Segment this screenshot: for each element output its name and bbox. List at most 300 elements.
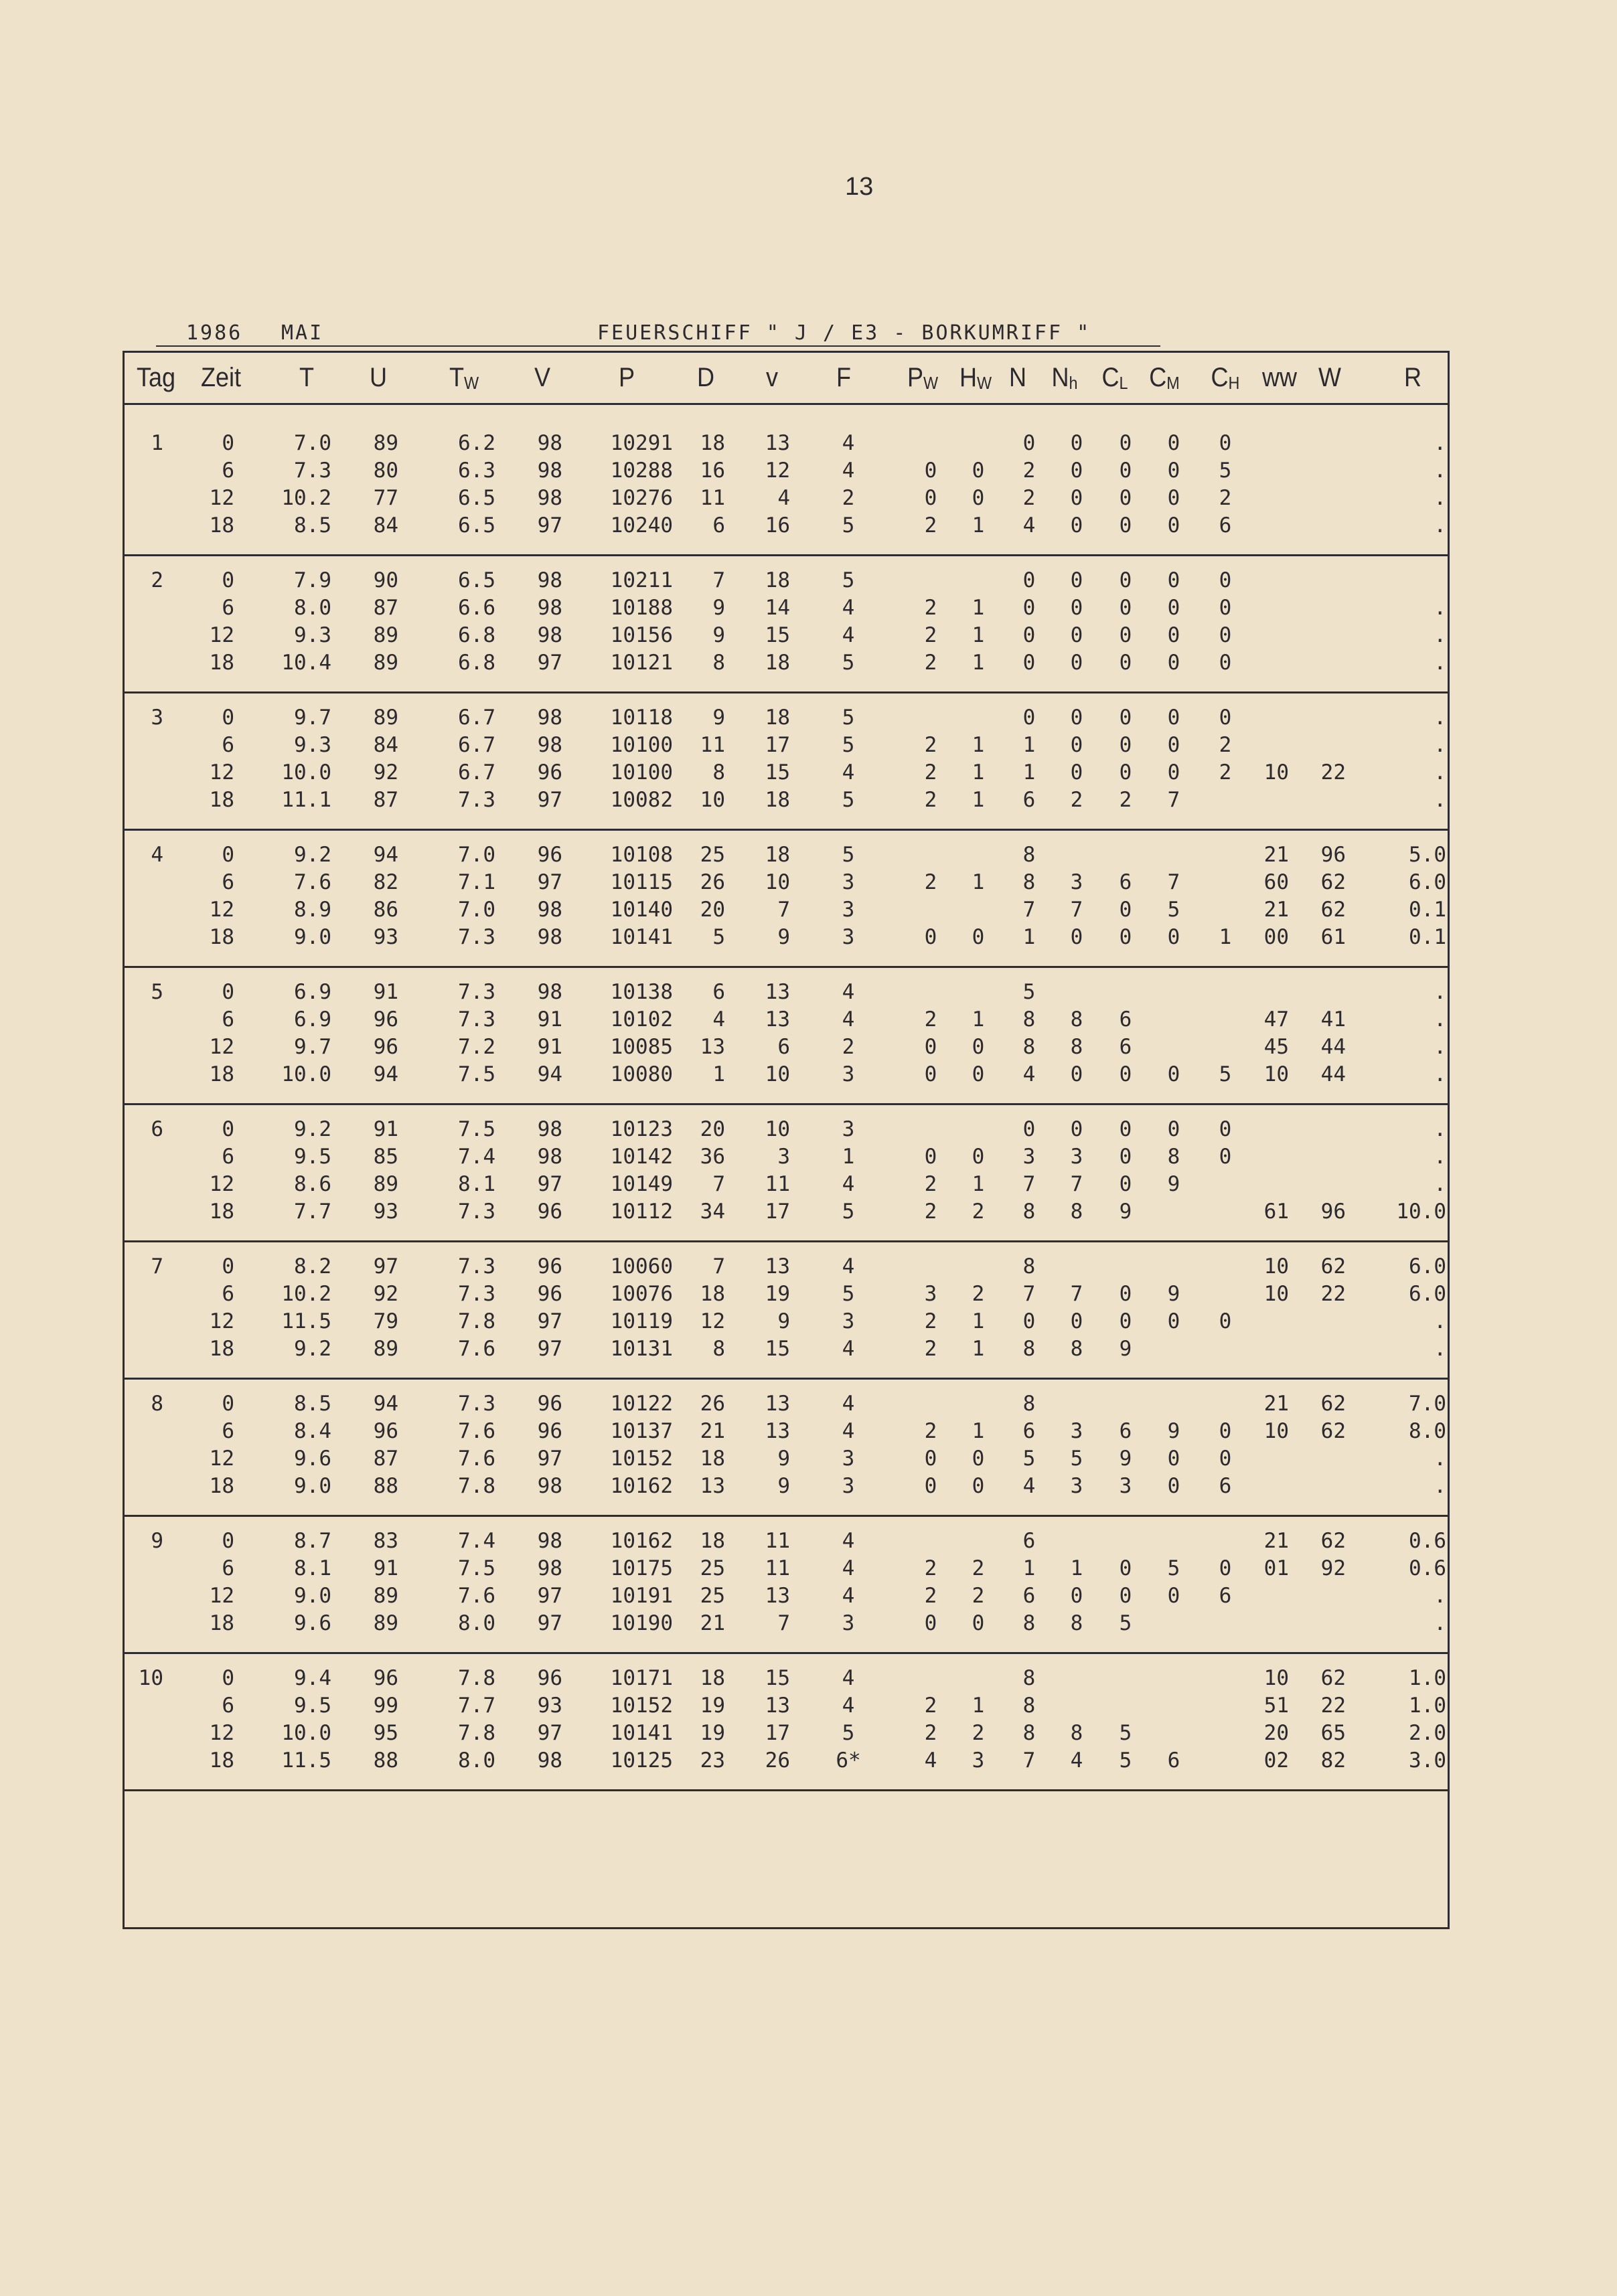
table-cell: 82: [1320, 1748, 1346, 1773]
table-cell: 8: [1070, 1035, 1083, 1059]
table-cell: 94: [373, 1392, 398, 1416]
table-cell: 18: [765, 706, 790, 730]
table-cell: 0: [1167, 1309, 1180, 1333]
table-cell: 61: [1263, 1200, 1289, 1224]
table-cell: 26: [700, 870, 725, 894]
table-cell: 0: [222, 431, 234, 455]
table-cell: 10: [1263, 1254, 1289, 1279]
table-cell: 2: [972, 1282, 985, 1306]
table-cell: 10288: [610, 459, 673, 483]
table-cell: 0: [1167, 1584, 1180, 1608]
table-cell: 6: [1167, 1748, 1180, 1773]
table-cell: 1: [972, 870, 985, 894]
table-cell: 26: [765, 1748, 790, 1773]
table-cell: 3: [1119, 1474, 1132, 1498]
table-cell: 87: [373, 1447, 398, 1471]
table-cell: 6: [1219, 1584, 1232, 1608]
table-cell: 0: [1119, 486, 1132, 510]
column-header-label: T: [299, 363, 314, 392]
table-cell: 97: [537, 1447, 562, 1471]
table-cell: 0: [1119, 1309, 1132, 1333]
table-cell: 6.9: [294, 1007, 331, 1032]
table-cell: 12: [765, 459, 790, 483]
table-cell: 9.3: [294, 733, 331, 757]
table-cell: 45: [1263, 1035, 1289, 1059]
table-cell: 9.0: [294, 1474, 331, 1498]
table-cell: 0: [1022, 568, 1036, 592]
table-cell: 44: [1320, 1062, 1346, 1086]
table-cell: 3: [842, 1474, 855, 1498]
table-cell: 0: [1219, 1419, 1232, 1443]
table-cell: .: [1434, 1447, 1446, 1471]
header-month: MAI: [281, 321, 324, 345]
column-header-f: [807, 357, 880, 398]
table-cell: 11: [765, 1529, 790, 1553]
column-header-tw: [428, 357, 500, 398]
column-header-label: P: [907, 363, 923, 392]
table-cell: 18: [209, 1474, 234, 1498]
table-cell: .: [1434, 651, 1446, 675]
table-cell: 7.3: [458, 1007, 495, 1032]
table-cell: 0: [222, 568, 234, 592]
table-cell: 5: [1119, 1721, 1132, 1745]
table-cell: 7.4: [458, 1145, 495, 1169]
table-cell: 12: [209, 1721, 234, 1745]
table-cell: 10175: [610, 1556, 673, 1580]
table-cell: 0: [1070, 1117, 1083, 1141]
table-cell: 7.5: [458, 1556, 495, 1580]
day-divider: [123, 1789, 1450, 1791]
table-cell: 13: [765, 1007, 790, 1032]
table-cell: 8.0: [458, 1611, 495, 1635]
table-cell: .: [1434, 1584, 1446, 1608]
table-cell: 1: [1070, 1556, 1083, 1580]
table-cell: 0: [924, 925, 937, 949]
table-cell: 0: [1167, 925, 1180, 949]
table-cell: 0: [972, 1611, 985, 1635]
table-cell: 0: [924, 1611, 937, 1635]
table-cell: 2: [972, 1556, 985, 1580]
column-header-label: D: [696, 363, 714, 392]
table-cell: 4: [712, 1007, 725, 1032]
table-cell: 10188: [610, 596, 673, 620]
table-cell: 8: [1022, 1666, 1036, 1690]
day-divider: [123, 829, 1450, 831]
table-cell: 5: [842, 706, 855, 730]
table-cell: 13: [765, 1584, 790, 1608]
column-header-vv: [736, 357, 808, 398]
table-cell: 2: [924, 1200, 937, 1224]
table-cell: 10123: [610, 1117, 673, 1141]
table-cell: 0: [222, 843, 234, 867]
table-cell: 94: [537, 1062, 562, 1086]
table-cell: 10100: [610, 733, 673, 757]
table-cell: 4: [842, 1584, 855, 1608]
table-cell: 6.0: [1409, 1254, 1446, 1279]
table-cell: 0: [1119, 925, 1132, 949]
table-cell: 6: [222, 596, 234, 620]
table-cell: 0: [1119, 1556, 1132, 1580]
table-cell: 0.1: [1409, 925, 1446, 949]
table-cell: 6.7: [458, 760, 495, 785]
table-cell: 0: [972, 486, 985, 510]
table-cell: 7.9: [294, 568, 331, 592]
table-cell: 1: [712, 1062, 725, 1086]
table-cell: .: [1434, 431, 1446, 455]
table-cell: 8.0: [1409, 1419, 1446, 1443]
table-cell: 96: [1320, 1200, 1346, 1224]
table-cell: 6: [222, 1694, 234, 1718]
table-cell: 4: [842, 1392, 855, 1416]
table-cell: 6: [1219, 513, 1232, 538]
table-cell: 1: [1022, 925, 1036, 949]
table-cell: 0: [222, 1666, 234, 1690]
table-cell: 4: [842, 1254, 855, 1279]
table-cell: .: [1434, 980, 1446, 1004]
table-cell: 92: [373, 760, 398, 785]
table-cell: 6.0: [1409, 1282, 1446, 1306]
table-cell: 0: [1070, 568, 1083, 592]
table-cell: 0: [1167, 760, 1180, 785]
table-cell: 2: [924, 870, 937, 894]
table-cell: 7: [1070, 1282, 1083, 1306]
table-cell: 1: [972, 1007, 985, 1032]
table-cell: 10141: [610, 925, 673, 949]
day-tag: 7: [151, 1254, 163, 1279]
table-cell: 8.0: [458, 1748, 495, 1773]
table-cell: 2: [924, 733, 937, 757]
table-cell: 12: [209, 1584, 234, 1608]
table-cell: 1: [1022, 760, 1036, 785]
table-cell: 7.2: [458, 1035, 495, 1059]
table-cell: 44: [1320, 1035, 1346, 1059]
table-cell: 9: [1167, 1282, 1180, 1306]
table-cell: 0: [222, 1254, 234, 1279]
column-header-label: R: [1403, 363, 1421, 392]
table-cell: 0: [1022, 623, 1036, 647]
table-cell: 6: [222, 1145, 234, 1169]
table-cell: 13: [700, 1474, 725, 1498]
table-cell: 8: [1070, 1337, 1083, 1361]
table-cell: 8: [1022, 1392, 1036, 1416]
table-cell: 9.7: [294, 1035, 331, 1059]
table-cell: 2: [924, 1556, 937, 1580]
table-cell: 9.0: [294, 925, 331, 949]
table-cell: 4: [842, 1666, 855, 1690]
table-cell: 7: [1022, 1172, 1036, 1196]
table-cell: 0: [924, 1474, 937, 1498]
table-cell: 6: [222, 1419, 234, 1443]
table-cell: 62: [1320, 1666, 1346, 1690]
table-cell: 25: [700, 1584, 725, 1608]
table-cell: 3: [972, 1748, 985, 1773]
table-cell: 18: [209, 1062, 234, 1086]
table-cell: 0: [972, 1447, 985, 1471]
table-cell: 94: [373, 1062, 398, 1086]
table-cell: 11: [765, 1556, 790, 1580]
table-cell: 0: [1167, 651, 1180, 675]
table-cell: 11.5: [281, 1309, 331, 1333]
table-cell: 6.5: [458, 513, 495, 538]
table-cell: 0: [1070, 760, 1083, 785]
column-header-label: C: [1101, 363, 1120, 392]
table-cell: 5: [842, 733, 855, 757]
table-cell: 97: [537, 1721, 562, 1745]
table-cell: 9: [1167, 1172, 1180, 1196]
table-cell: 99: [373, 1694, 398, 1718]
header-underline: [156, 345, 1160, 347]
table-cell: 11.1: [281, 788, 331, 812]
table-cell: 0: [1070, 1309, 1083, 1333]
column-header-r: [1377, 357, 1449, 398]
table-cell: 4: [1022, 1474, 1036, 1498]
table-cell: 8: [1022, 1721, 1036, 1745]
table-cell: 6.6: [458, 596, 495, 620]
table-cell: 8: [1022, 1611, 1036, 1635]
table-cell: 41: [1320, 1007, 1346, 1032]
table-cell: 0.6: [1409, 1529, 1446, 1553]
table-cell: 8.1: [458, 1172, 495, 1196]
table-cell: 5: [842, 1282, 855, 1306]
table-cell: 0: [1070, 596, 1083, 620]
table-cell: 3: [842, 898, 855, 922]
table-cell: 88: [373, 1748, 398, 1773]
column-header-label: v: [766, 363, 778, 392]
table-cell: 0: [1119, 568, 1132, 592]
table-cell: 9.4: [294, 1666, 331, 1690]
table-cell: 93: [373, 925, 398, 949]
table-cell: 10: [1263, 1666, 1289, 1690]
table-cell: 91: [537, 1007, 562, 1032]
table-cell: .: [1434, 1117, 1446, 1141]
table-cell: 18: [765, 651, 790, 675]
table-cell: 21: [1263, 1392, 1289, 1416]
table-cell: 18: [209, 1337, 234, 1361]
table-cell: .: [1434, 623, 1446, 647]
table-cell: .: [1434, 1337, 1446, 1361]
table-cell: 7.6: [458, 1584, 495, 1608]
table-cell: 62: [1320, 1419, 1346, 1443]
column-header-subscript: L: [1119, 373, 1128, 393]
table-cell: 10100: [610, 760, 673, 785]
table-cell: 2: [1070, 788, 1083, 812]
table-cell: 0: [1167, 1062, 1180, 1086]
table-cell: 10102: [610, 1007, 673, 1032]
table-cell: 6*: [836, 1748, 861, 1773]
table-cell: 0.1: [1409, 898, 1446, 922]
table-cell: 0: [1022, 1309, 1036, 1333]
table-cell: 6.5: [458, 568, 495, 592]
table-cell: 9.2: [294, 1117, 331, 1141]
table-cell: 0: [1167, 1474, 1180, 1498]
table-cell: 96: [537, 1392, 562, 1416]
table-cell: 9: [1167, 1419, 1180, 1443]
table-cell: 0: [1167, 431, 1180, 455]
table-cell: 19: [700, 1721, 725, 1745]
table-cell: 3: [842, 925, 855, 949]
table-cell: 7.8: [458, 1721, 495, 1745]
column-header-label: U: [369, 363, 387, 392]
table-cell: 10.2: [281, 486, 331, 510]
table-cell: 7: [1167, 870, 1180, 894]
table-cell: 0: [1167, 568, 1180, 592]
table-cell: 2: [924, 513, 937, 538]
table-cell: 10: [765, 870, 790, 894]
table-cell: 6: [222, 733, 234, 757]
table-cell: 3: [1022, 1145, 1036, 1169]
table-cell: 7.6: [294, 870, 331, 894]
table-cell: 62: [1320, 898, 1346, 922]
day-divider: [123, 1515, 1450, 1517]
table-cell: 0: [1070, 623, 1083, 647]
table-cell: 6: [1119, 1007, 1132, 1032]
table-cell: 0: [972, 459, 985, 483]
table-cell: 8: [1022, 1337, 1036, 1361]
table-cell: 00: [1263, 925, 1289, 949]
table-cell: 5: [1119, 1611, 1132, 1635]
table-cell: 14: [765, 596, 790, 620]
table-cell: 7: [1070, 1172, 1083, 1196]
column-header-label: T: [449, 363, 464, 392]
table-cell: 9.7: [294, 706, 331, 730]
table-cell: 98: [537, 431, 562, 455]
page-number: 13: [845, 173, 874, 201]
table-cell: 10112: [610, 1200, 673, 1224]
table-cell: 0: [1022, 1117, 1036, 1141]
day-divider: [123, 691, 1450, 693]
table-cell: 3: [1070, 1145, 1083, 1169]
table-cell: 3: [842, 1309, 855, 1333]
table-cell: 98: [537, 733, 562, 757]
table-cell: 13: [765, 1419, 790, 1443]
table-cell: 10082: [610, 788, 673, 812]
table-cell: 10191: [610, 1584, 673, 1608]
table-cell: 7.3: [458, 1200, 495, 1224]
table-cell: 96: [537, 1200, 562, 1224]
table-cell: 10: [1263, 1062, 1289, 1086]
table-cell: 18: [700, 1282, 725, 1306]
table-cell: 13: [700, 1035, 725, 1059]
table-cell: 0: [1119, 596, 1132, 620]
table-cell: 0: [1070, 925, 1083, 949]
table-cell: 18: [700, 1447, 725, 1471]
table-cell: 0: [1119, 1062, 1132, 1086]
column-header-subscript: H: [1228, 373, 1240, 393]
table-cell: 16: [700, 459, 725, 483]
table-cell: 3: [842, 1117, 855, 1141]
table-cell: 5: [842, 513, 855, 538]
table-cell: 17: [765, 1721, 790, 1745]
table-cell: 2: [1219, 486, 1232, 510]
table-cell: 91: [373, 1556, 398, 1580]
table-cell: .: [1434, 459, 1446, 483]
table-cell: 6: [222, 870, 234, 894]
table-cell: 89: [373, 1611, 398, 1635]
table-cell: 0: [1119, 706, 1132, 730]
table-cell: 8: [1022, 1007, 1036, 1032]
table-cell: 7.8: [458, 1666, 495, 1690]
table-cell: 95: [373, 1721, 398, 1745]
table-cell: 2: [972, 1200, 985, 1224]
table-cell: 4: [842, 459, 855, 483]
table-cell: 13: [765, 1254, 790, 1279]
table-cell: 9: [777, 1474, 790, 1498]
table-cell: 16: [765, 513, 790, 538]
table-cell: 1: [972, 760, 985, 785]
table-cell: 1: [1219, 925, 1232, 949]
table-cell: 90: [373, 568, 398, 592]
table-cell: 8: [1022, 1254, 1036, 1279]
table-cell: 10276: [610, 486, 673, 510]
table-cell: 6.5: [458, 486, 495, 510]
table-cell: 34: [700, 1200, 725, 1224]
column-header-label: N: [1008, 363, 1026, 392]
table-cell: 9.6: [294, 1447, 331, 1471]
table-cell: 2: [972, 1584, 985, 1608]
table-cell: 12: [209, 898, 234, 922]
table-cell: 89: [373, 1584, 398, 1608]
table-cell: 5: [842, 651, 855, 675]
table-cell: 0: [1219, 568, 1232, 592]
table-cell: 8: [1022, 1035, 1036, 1059]
table-cell: 12: [209, 1035, 234, 1059]
column-header-t: [271, 357, 343, 398]
table-cell: 0: [924, 1145, 937, 1169]
table-cell: 0: [1119, 431, 1132, 455]
table-cell: 60: [1263, 870, 1289, 894]
table-cell: 10: [1263, 760, 1289, 785]
table-cell: 0: [1219, 1309, 1232, 1333]
table-cell: 7.0: [294, 431, 331, 455]
column-header-label: P: [618, 363, 635, 392]
table-cell: 6.7: [458, 706, 495, 730]
table-cell: 6.9: [294, 980, 331, 1004]
table-cell: 0: [1070, 651, 1083, 675]
table-cell: 8.6: [294, 1172, 331, 1196]
table-cell: 96: [373, 1666, 398, 1690]
table-cell: 6: [777, 1035, 790, 1059]
table-cell: 17: [765, 733, 790, 757]
table-cell: 0: [1167, 486, 1180, 510]
table-cell: 8: [712, 651, 725, 675]
table-cell: 10085: [610, 1035, 673, 1059]
table-cell: 0: [1022, 651, 1036, 675]
table-cell: 6: [1022, 1529, 1036, 1553]
day-tag: 2: [151, 568, 163, 592]
column-header-label: V: [534, 363, 551, 392]
column-header-subscript: W: [976, 373, 992, 393]
table-cell: 0: [1070, 513, 1083, 538]
table-cell: 4: [842, 1529, 855, 1553]
table-cell: 96: [537, 760, 562, 785]
table-cell: 8: [1022, 1694, 1036, 1718]
table-cell: 0: [222, 1392, 234, 1416]
table-cell: 4: [1022, 513, 1036, 538]
table-cell: 89: [373, 623, 398, 647]
table-cell: 25: [700, 1556, 725, 1580]
column-header-v: [506, 357, 579, 398]
table-cell: 25: [700, 843, 725, 867]
table-cell: 0: [1070, 733, 1083, 757]
column-header-label: Zeit: [200, 363, 242, 392]
table-cell: 7.6: [458, 1419, 495, 1443]
table-cell: 8: [1070, 1721, 1083, 1745]
table-cell: 6: [712, 980, 725, 1004]
table-cell: 7.6: [458, 1337, 495, 1361]
table-cell: 10156: [610, 623, 673, 647]
table-cell: .: [1434, 1145, 1446, 1169]
table-cell: 1: [972, 623, 985, 647]
